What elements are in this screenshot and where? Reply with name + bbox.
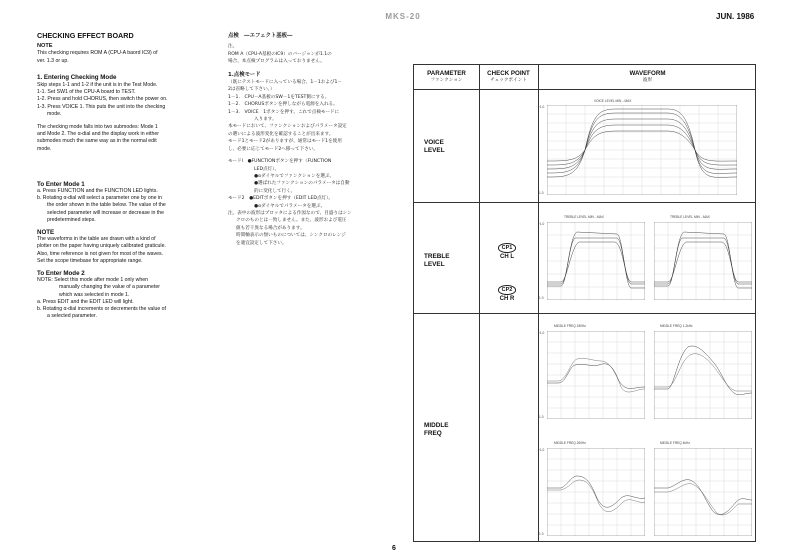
header-waveform	[538, 70, 757, 84]
page-number: 6	[392, 545, 396, 552]
graph-voice-level	[547, 105, 737, 195]
axis-top: +1.0	[538, 331, 545, 335]
mode2-line: which was selected in mode 1.	[59, 291, 130, 298]
jp-line: し、必要に応じてモード2へ移って下さい。	[228, 146, 319, 152]
param-line: LEVEL	[424, 261, 445, 268]
jp-line: ROM A（CPU-A基板のIC9）のバージョンが1.1の	[228, 51, 332, 57]
jp-line: 入ります。	[254, 117, 277, 123]
mode1-line: a. Press FUNCTION and the FUNCTION LED lights.	[37, 188, 158, 195]
note2-line: plotter on the paper having uniquely calibrated graticule.	[37, 243, 166, 250]
jp-line: ●αダイヤルでファンクションを選ぶ。	[254, 173, 335, 179]
header-check-text: CHECK POINT	[487, 70, 530, 77]
jp-line: 2は省略して下さい。）	[228, 87, 275, 93]
jp-line: 1－1. CPU－A基板のSW－1をTEST側にする。	[228, 94, 330, 100]
mode1-heading: To Enter Mode 1	[37, 180, 85, 188]
note2-line: Set the scope timebase for appropriate range.	[37, 257, 143, 264]
para-line: submodes much the same way as in the normal edit	[37, 138, 157, 145]
param-line: MIDDLE	[424, 422, 449, 429]
graph-mid-4	[654, 448, 752, 536]
graph-label-treble-l: TREBLE LEVEL MIN→MAX	[564, 215, 604, 219]
graph-label-mid2: MIDDLE FREQ 1.2kHz	[660, 324, 693, 328]
axis-top: +1.0	[538, 105, 545, 109]
english-column	[37, 32, 217, 321]
mode2-line: b. Rotating α-dial increments or decrements the value of	[37, 306, 167, 313]
note-heading: NOTE	[37, 43, 53, 50]
axis-top: +1.0	[538, 448, 545, 452]
jp-line: 本モードにおいて、ファンクションおよびパラメータ設定	[228, 124, 347, 130]
jp-line: 注。表中の波形はプロッタによる作図なので、目盛りはシン	[228, 210, 352, 216]
param-treble-level	[424, 253, 450, 269]
checkpoint-cp2	[492, 285, 522, 302]
jp-line: 1－2. CHORUSボタンを押しながら電源を入れる。	[228, 102, 338, 108]
graph-mid-2	[654, 331, 752, 419]
param-middle-freq	[424, 422, 449, 438]
param-line: FREQ	[424, 430, 442, 437]
mode2-line: manually changing the value of a parameter	[59, 284, 160, 291]
jp-line: 場合、本点検プログラムは入っておりません。	[228, 59, 325, 65]
mode1-line: predetermined steps.	[47, 216, 96, 223]
jp-line: 的に変化して行く。	[254, 188, 296, 194]
note2-heading: NOTE	[37, 229, 55, 237]
jp-line: 時間軸表示の無いものについては、シンクロのレンジ	[236, 233, 346, 239]
header-logo: MKS-20	[385, 12, 421, 21]
header-checkpoint	[479, 70, 538, 84]
jp-line: ●選ばれたファンクションのパラメータは自動	[254, 181, 350, 187]
cp2-label: CH R	[499, 296, 515, 302]
param-voice-level	[424, 139, 445, 155]
graph-treble-r	[654, 222, 752, 300]
mode1-line: the order shown in the table below. The value of the	[47, 202, 166, 209]
header-date: JUN. 1986	[716, 12, 755, 21]
japanese-column	[228, 33, 388, 247]
cp1-label: CH L	[500, 254, 514, 260]
param-line: LEVEL	[424, 147, 445, 154]
graph-label-mid1: MIDDLE FREQ 180Hz	[554, 324, 586, 328]
jp-line: LED点灯）。	[254, 166, 280, 172]
graph-mid-3	[547, 448, 645, 536]
entering-heading: 1. Entering Checking Mode	[37, 73, 117, 81]
jp-line: 注。	[228, 44, 238, 50]
param-line: VOICE	[424, 139, 444, 146]
header-wave-text: WAVEFORM	[629, 70, 666, 77]
step-line: 1-2. Press and hold CHORUS, then switch the power on.	[37, 96, 168, 103]
header-parameter	[414, 70, 479, 84]
jp-line: の選いによる波形変化を確認することが出来ます。	[228, 131, 334, 137]
step-line: mode.	[47, 110, 62, 117]
note2-line: The waveforms in the table are drawn with a kind of	[37, 236, 156, 243]
jp-line: モードl ●FUNCTIONボタンを押す（FUNCTION	[228, 159, 332, 165]
waveform-table	[413, 64, 756, 542]
header-parameter-text: PARAMETER	[427, 70, 466, 77]
graph-treble-l	[547, 222, 645, 300]
mode2-line: a selected parameter.	[47, 313, 97, 320]
step-line: 1-3. Press VOICE 1. This puts the unit into the checking	[37, 103, 166, 110]
graph-label-mid3: MIDDLE FREQ 260Hz	[554, 441, 586, 445]
mode2-line: NOTE: Select this mode after mode 1 only when	[37, 277, 149, 284]
jp-line: モード2 ●EDITボタンを押す（EDIT LED点灯）。	[228, 196, 334, 202]
jp-line: （既にテストモードに入っている場合、1－1および1－	[228, 80, 343, 86]
axis-bottom: -1.0	[538, 296, 544, 300]
checkpoint-cp1	[492, 243, 522, 260]
header-parameter-jp: ファンクション	[430, 78, 463, 83]
header-wave-jp: 波形	[642, 78, 653, 83]
axis-bottom: -1.0	[538, 191, 544, 195]
graph-label-voice: VOICE LEVEL MIN→MAX	[594, 99, 632, 103]
step-line: Skip steps 1-1 and 1-2 if the unit is in the Test Mode.	[37, 82, 158, 89]
jp-line: 1－3. VOICE 1ボタンを押す。これで点検モードに	[228, 109, 340, 115]
cp1-badge: CP1	[498, 243, 517, 253]
mode1-line: b. Rotating α-dial will select a parameter one by one in	[37, 195, 162, 202]
graph-mid-1	[547, 331, 645, 419]
axis-bottom: -1.0	[538, 415, 544, 419]
axis-bottom: -1.0	[538, 532, 544, 536]
graph-label-treble-r: TREBLE LEVEL MIN→MAX	[670, 215, 710, 219]
step-line: 1-1. Set SW1 of the CPU-A board to TEST.	[37, 89, 136, 96]
axis-top: +1.0	[538, 222, 545, 226]
jp-line: ●αダイヤルでパラメータを選ぶ。	[254, 203, 326, 209]
note2-line: Also, time reference is not given for most of the waves.	[37, 250, 163, 257]
jp-mode-head: 1.点検モード	[228, 71, 261, 78]
mode2-line: a. Press EDIT and the EDIT LED will light.	[37, 298, 134, 305]
jp-line: モード1とモード2がありますが、通常はモード1を使用	[228, 139, 342, 145]
note-line: This checking requires ROM A (CPU-A baord IC9) of	[37, 50, 158, 57]
para-line: The checking mode falls into two submodes: Mode 1	[37, 124, 158, 131]
para-line: mode.	[37, 145, 52, 152]
header-check-jp: チェックポイント	[490, 78, 527, 83]
jp-line: 値も若干異なる場合があります。	[236, 225, 305, 231]
jp-line: を適宜設定して下さい。	[236, 240, 287, 246]
para-line: and Mode 2. The α-dial and the display work in either	[37, 131, 159, 138]
jp-title: 点検 ―エフェクト基板―	[228, 33, 293, 39]
graph-label-mid4: MIDDLE FREQ 4kHz	[660, 441, 690, 445]
jp-line: クロのものとは一致しません。また、波形および電圧	[236, 218, 347, 224]
mode2-heading: To Enter Mode 2	[37, 270, 85, 278]
section-title: CHECKING EFFECT BOARD	[37, 31, 134, 40]
cp2-badge: CP2	[498, 285, 517, 295]
note-line: ver. 1.3 or up.	[37, 57, 69, 64]
param-line: TREBLE	[424, 253, 450, 260]
mode1-line: selected parameter will increase or decrease in the	[47, 209, 165, 216]
